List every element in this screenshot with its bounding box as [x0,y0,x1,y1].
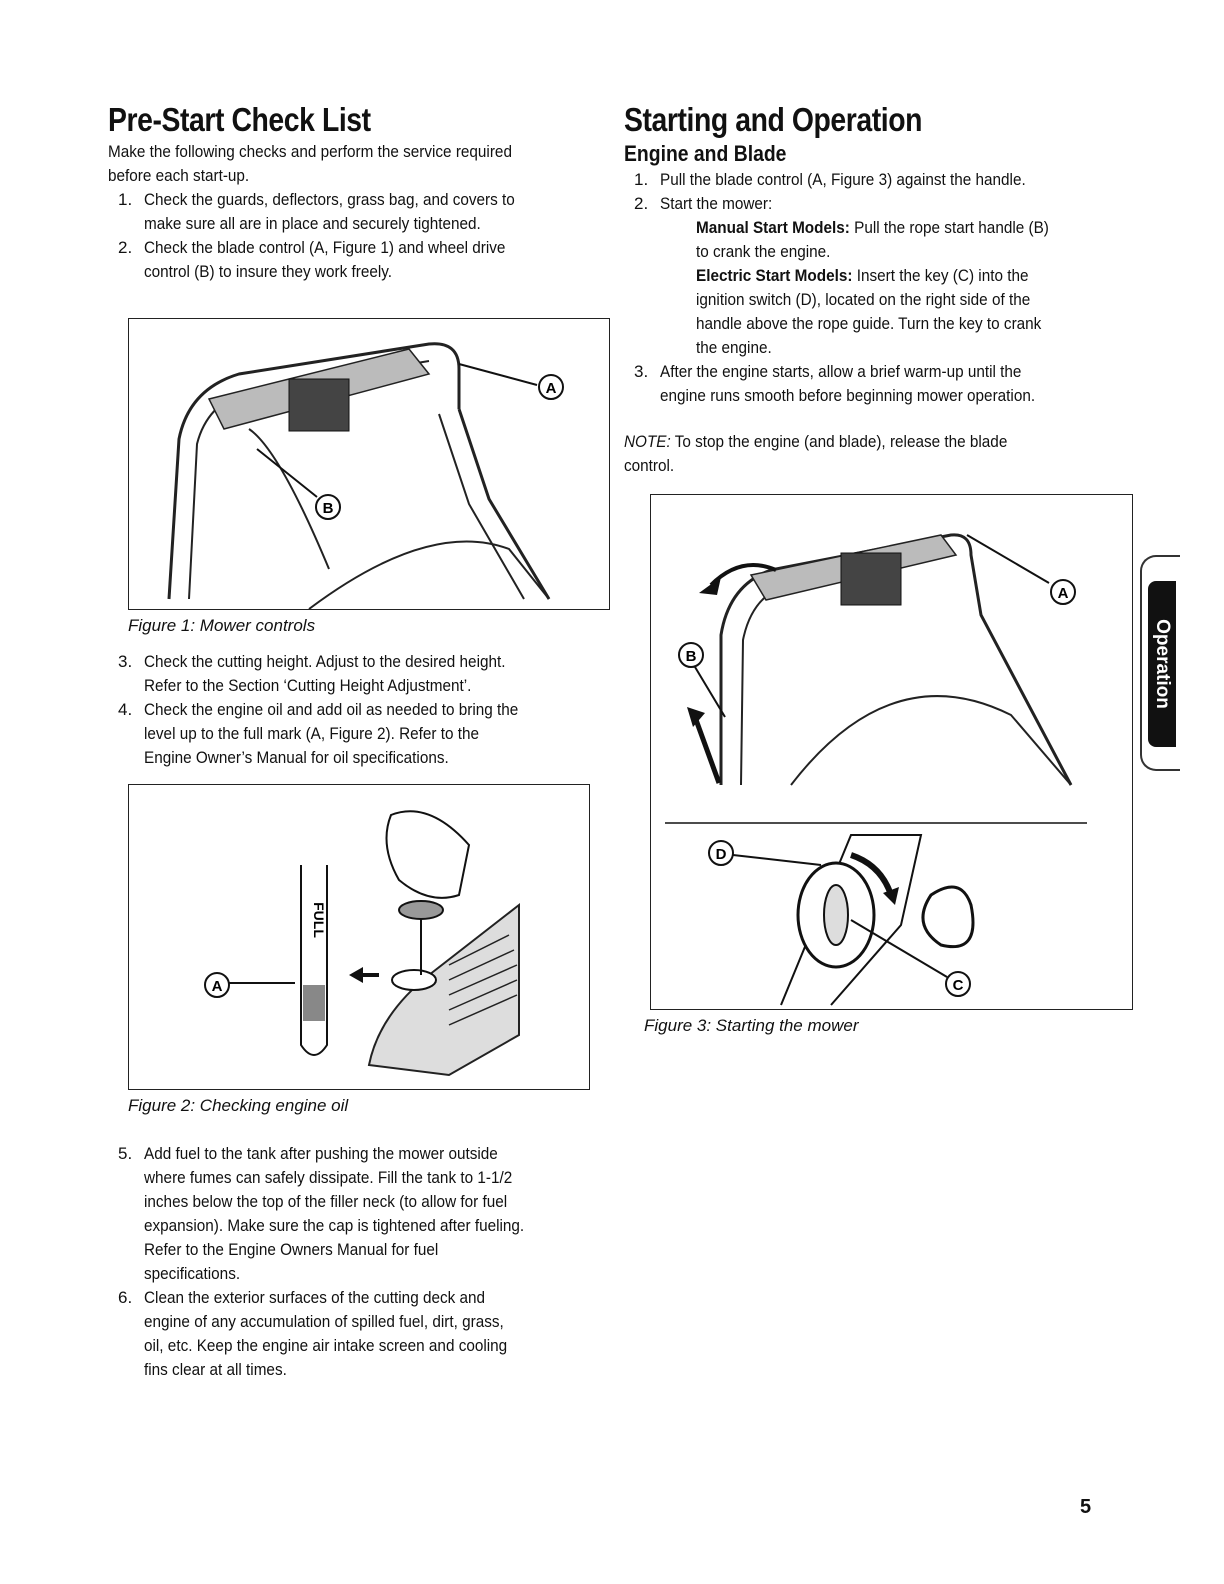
intro-line: Make the following checks and perform the service required [108,142,512,161]
svg-text:A: A [545,380,557,397]
starting-steps [624,168,1108,408]
svg-text:B: B [685,648,697,665]
svg-text:A: A [211,978,223,995]
svg-text:D: D [715,846,727,863]
engine-blade-subtitle: Engine and Blade [624,141,787,166]
starting-title: Starting and Operation [624,101,923,138]
mower-handle-illustration [129,319,609,609]
list-item: 1. Check the guards, deflectors, grass bag, and covers to make sure all are in place and securely tightened. [118,190,515,233]
right-column [624,100,1108,1036]
left-column [108,100,588,1382]
note: NOTE: To stop the engine (and blade), release the blade control. [624,432,1008,475]
list-item: 3. Check the cutting height. Adjust to the desired height. Refer to the Section ‘Cutting Height Adjustment’. [118,652,506,695]
page-number: 5 [1080,1496,1092,1518]
figure-2 [128,784,590,1090]
figure-1-caption: Figure 1: Mower controls [128,616,316,635]
svg-text:FULL: FULL [311,902,327,938]
list-item: 1. Pull the blade control (A, Figure 3) against the handle. [634,170,1026,189]
manual-start-block: Manual Start Models: Pull the rope start handle (B) to crank the engine. [696,218,1049,261]
list-item: 2. Check the blade control (A, Figure 1) and wheel drive control (B) to insure they work freely. [118,238,506,281]
list-item: 2. Start the mower: Manual Start Models: Pull the rope start handle (B) to crank the engine. Electric Start Models: Insert the key (C) into the ignition switch (D), located on the right side of the handle above the rope guide. Turn the key to crank the engine. [624,192,1108,360]
list-item: 5. Add fuel to the tank after pushing the mower outside where fumes can safely dissipate. Fill the tank to 1-1/2 inches below the top of the filler neck (to allow for fuel expansion). Make sure the cap is tightened after fueling. Refer to the Engine Owners Manual for fuel specifications. [118,1144,525,1283]
figure-2-caption: Figure 2: Checking engine oil [128,1096,349,1115]
figure-3 [650,494,1133,1010]
oil-check-illustration [129,785,589,1089]
figure-1 [128,318,610,610]
checklist-part3 [108,1142,588,1382]
checklist-part1 [108,188,588,284]
electric-start-block: Electric Start Models: Insert the key (C) into the ignition switch (D), located on the right side of the handle above the rope guide. Turn the key to crank the engine. [696,266,1042,357]
list-item: 6. Clean the exterior surfaces of the cutting deck and engine of any accumulation of spilled fuel, dirt, grass, oil, etc. Keep the engine air intake screen and cooling fins clear at all times. [118,1288,508,1379]
checklist-part2 [108,650,588,770]
intro-line: before each start-up. [108,166,250,185]
figure-3-caption: Figure 3: Starting the mower [644,1016,859,1035]
svg-text:C: C [952,977,964,994]
svg-text:A: A [1057,585,1069,602]
section-tab-label: Operation [1152,619,1173,709]
section-tab [1140,555,1180,771]
list-item: 4. Check the engine oil and add oil as needed to bring the level up to the full mark (A, Figure 2). Refer to the Engine Owner’s Manual for oil specifications. [118,700,519,767]
starting-mower-illustration [651,495,1132,1009]
list-item: 3. After the engine starts, allow a brief warm-up until the engine runs smooth before beginning mower operation. [634,362,1036,405]
pre-start-title: Pre-Start Check List [108,101,371,138]
svg-text:B: B [322,500,334,517]
